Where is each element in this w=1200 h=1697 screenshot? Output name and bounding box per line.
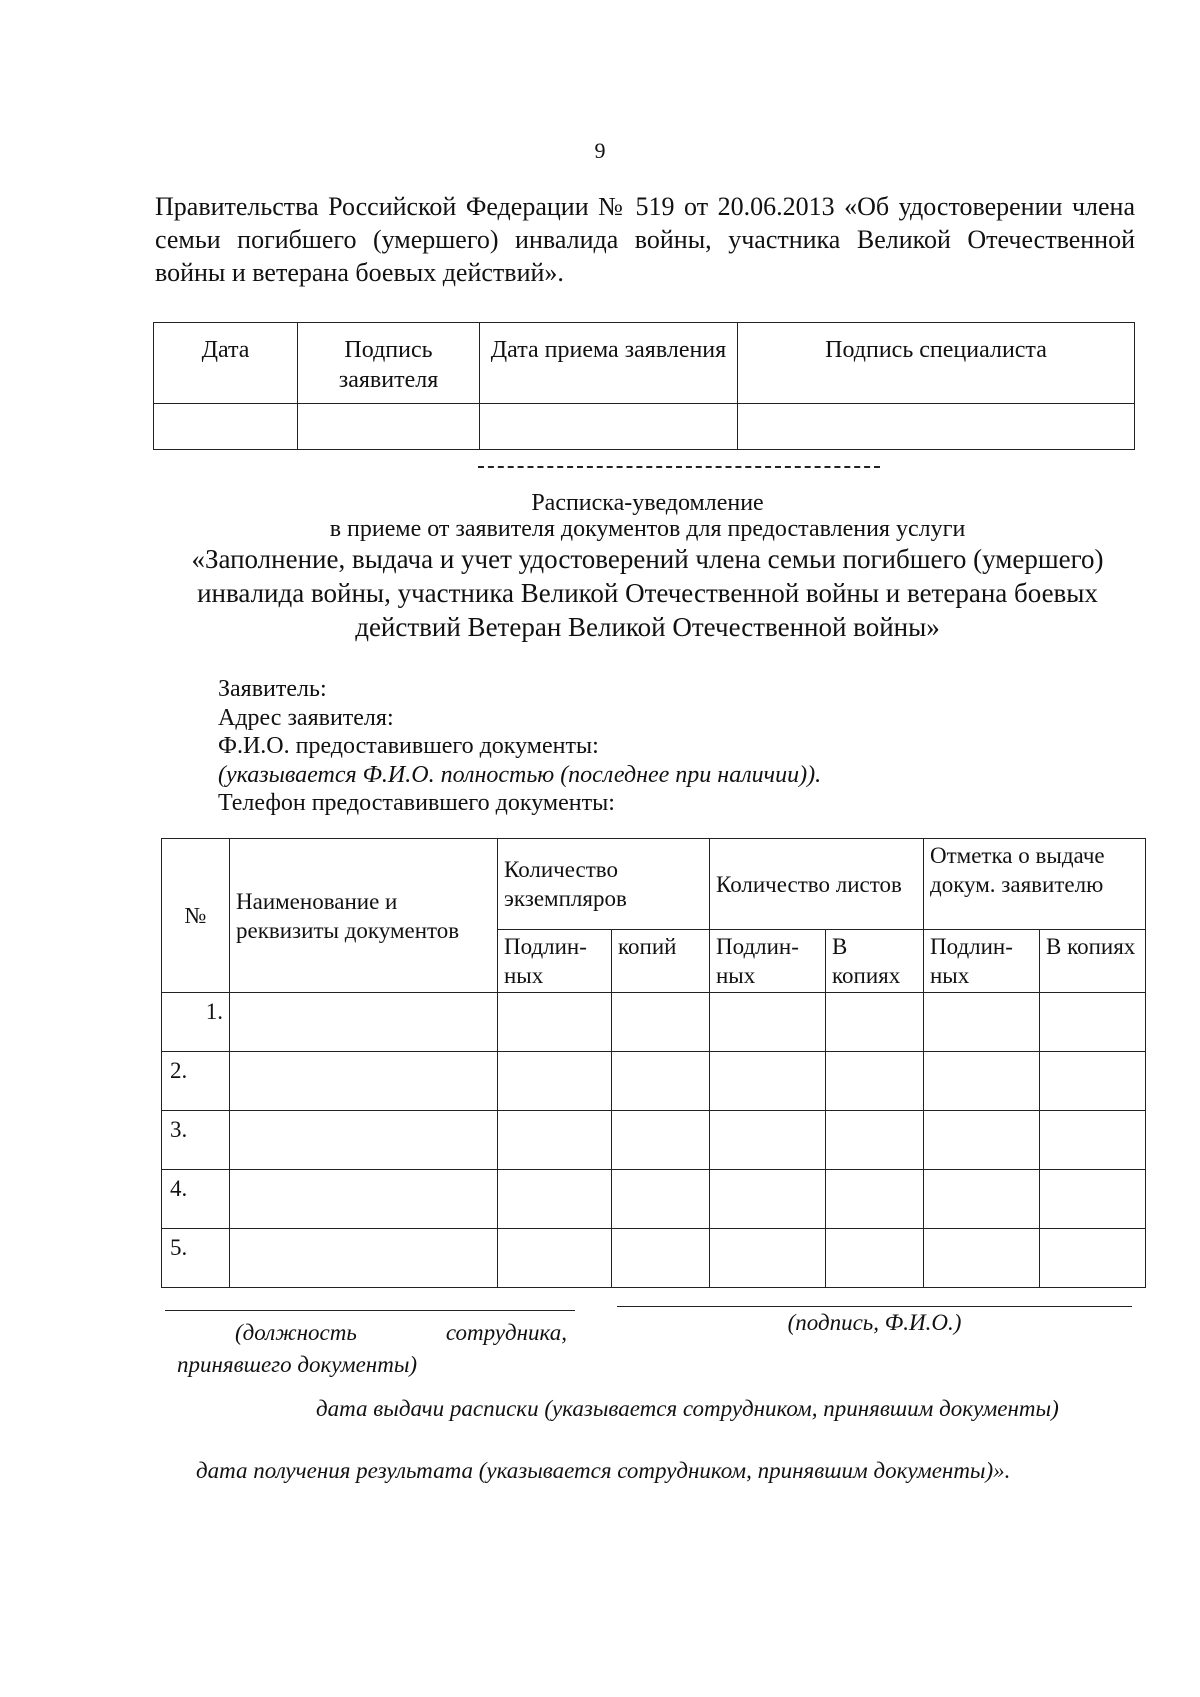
applicant-fields bbox=[218, 675, 821, 818]
position-signature-line bbox=[165, 1310, 575, 1311]
cut-dashes bbox=[478, 460, 880, 472]
table-cell bbox=[612, 1052, 710, 1111]
table-cell bbox=[710, 1170, 826, 1229]
table-cell bbox=[924, 1111, 1040, 1170]
col-document-name: Наименование и реквизиты документов bbox=[230, 839, 498, 993]
row-number: 1. bbox=[162, 993, 230, 1052]
table-cell bbox=[612, 1229, 710, 1288]
table-row bbox=[162, 1229, 1146, 1288]
table-cell bbox=[612, 1170, 710, 1229]
cell-specialist-signature bbox=[738, 404, 1135, 450]
table-cell bbox=[230, 1229, 498, 1288]
table-cell bbox=[710, 1111, 826, 1170]
documents-table bbox=[161, 838, 1146, 1288]
page-number: 9 bbox=[594, 138, 606, 163]
table-cell bbox=[612, 993, 710, 1052]
table-cell bbox=[1040, 1111, 1146, 1170]
service-name: «Заполнение, выдача и учет удостоверений члена семьи погибшего (умершего) инвалида войны, участника Великой Отечественной войны и ветерана боевых действий Ветеран Великой Отечественной войны» bbox=[191, 544, 1104, 642]
table-cell bbox=[498, 1170, 612, 1229]
table-cell bbox=[710, 1052, 826, 1111]
field-applicant: Заявитель: bbox=[218, 676, 327, 702]
receipt-title: Расписка-уведомление bbox=[531, 490, 764, 516]
row-number: 3. bbox=[162, 1111, 230, 1170]
header-specialist-signature: Подпись специалиста bbox=[738, 323, 1135, 404]
position-line2: принявшего документы) bbox=[177, 1352, 418, 1377]
col-issue-mark: Отметка о выдаче докум. заявителю bbox=[924, 839, 1146, 930]
result-date-note: дата получения результата (указывается сотрудником, принявшим документы)». bbox=[196, 1458, 1011, 1483]
sub-copies: копий bbox=[612, 930, 710, 993]
table-cell bbox=[924, 993, 1040, 1052]
field-address: Адрес заявителя: bbox=[218, 704, 394, 731]
header-applicant-signature: Подпись заявителя bbox=[298, 323, 480, 404]
field-fio-note: (указывается Ф.И.О. полностью (последнее при наличии)). bbox=[218, 761, 822, 788]
cell-application-date bbox=[480, 404, 738, 450]
table-cell bbox=[230, 1170, 498, 1229]
table-cell bbox=[1040, 1170, 1146, 1229]
field-fio: Ф.И.О. предоставившего документы: bbox=[218, 733, 599, 759]
table-cell bbox=[826, 993, 924, 1052]
header-date: Дата bbox=[154, 323, 298, 404]
table-cell bbox=[826, 1229, 924, 1288]
table-cell bbox=[498, 1229, 612, 1288]
sub-original-mark: Подлин- ных bbox=[924, 930, 1040, 993]
table-cell bbox=[230, 1111, 498, 1170]
cell-applicant-signature bbox=[298, 404, 480, 450]
table-row bbox=[162, 1052, 1146, 1111]
sub-original-sheets: Подлин- ных bbox=[710, 930, 826, 993]
table-cell bbox=[498, 1052, 612, 1111]
table-cell bbox=[710, 1229, 826, 1288]
table-cell bbox=[924, 1052, 1040, 1111]
table-cell bbox=[230, 993, 498, 1052]
intro-paragraph: Правительства Российской Федерации № 519 от 20.06.2013 «Об удостоверении члена семьи погибшего (умершего) инвалида войны, участника Великой Отечественной войны и ветерана боевых действий». bbox=[155, 192, 1135, 287]
table-cell bbox=[826, 1052, 924, 1111]
table-row bbox=[162, 1111, 1146, 1170]
receipt-subtitle: в приеме от заявителя документов для предоставления услуги bbox=[329, 516, 966, 542]
field-phone: Телефон предоставившего документы: bbox=[218, 790, 615, 816]
table-cell bbox=[826, 1170, 924, 1229]
sub-in-copies-sheets: В копиях bbox=[826, 930, 924, 993]
table-cell bbox=[498, 993, 612, 1052]
receipt-heading bbox=[155, 490, 1140, 644]
table-row bbox=[162, 993, 1146, 1052]
position-left: (должность bbox=[235, 1320, 357, 1345]
table-cell bbox=[710, 993, 826, 1052]
table-cell bbox=[498, 1111, 612, 1170]
col-number: № bbox=[162, 839, 230, 993]
row-number: 2. bbox=[162, 1052, 230, 1111]
table-cell bbox=[612, 1111, 710, 1170]
issue-date-note: дата выдачи расписки (указывается сотрудником, принявшим документы) bbox=[316, 1396, 1059, 1421]
col-copies-count: Количество экземпляров bbox=[498, 839, 710, 930]
table-row bbox=[162, 1170, 1146, 1229]
position-caption bbox=[177, 1317, 567, 1381]
sub-original-copies: Подлин- ных bbox=[498, 930, 612, 993]
signature-table bbox=[153, 322, 1135, 450]
table-cell bbox=[826, 1111, 924, 1170]
table-cell bbox=[1040, 1229, 1146, 1288]
table-cell bbox=[230, 1052, 498, 1111]
col-sheets-count: Количество листов bbox=[710, 839, 924, 930]
table-cell bbox=[924, 1170, 1040, 1229]
row-number: 5. bbox=[162, 1229, 230, 1288]
table-cell bbox=[1040, 993, 1146, 1052]
position-right: сотрудника, bbox=[445, 1320, 567, 1345]
fio-signature-line bbox=[617, 1306, 1132, 1307]
cell-date bbox=[154, 404, 298, 450]
sign-fio-caption: (подпись, Ф.И.О.) bbox=[787, 1310, 962, 1335]
row-number: 4. bbox=[162, 1170, 230, 1229]
sub-in-copies-mark: В копиях bbox=[1040, 930, 1146, 993]
table-cell bbox=[1040, 1052, 1146, 1111]
header-application-date: Дата приема заявления bbox=[480, 323, 738, 404]
table-cell bbox=[924, 1229, 1040, 1288]
